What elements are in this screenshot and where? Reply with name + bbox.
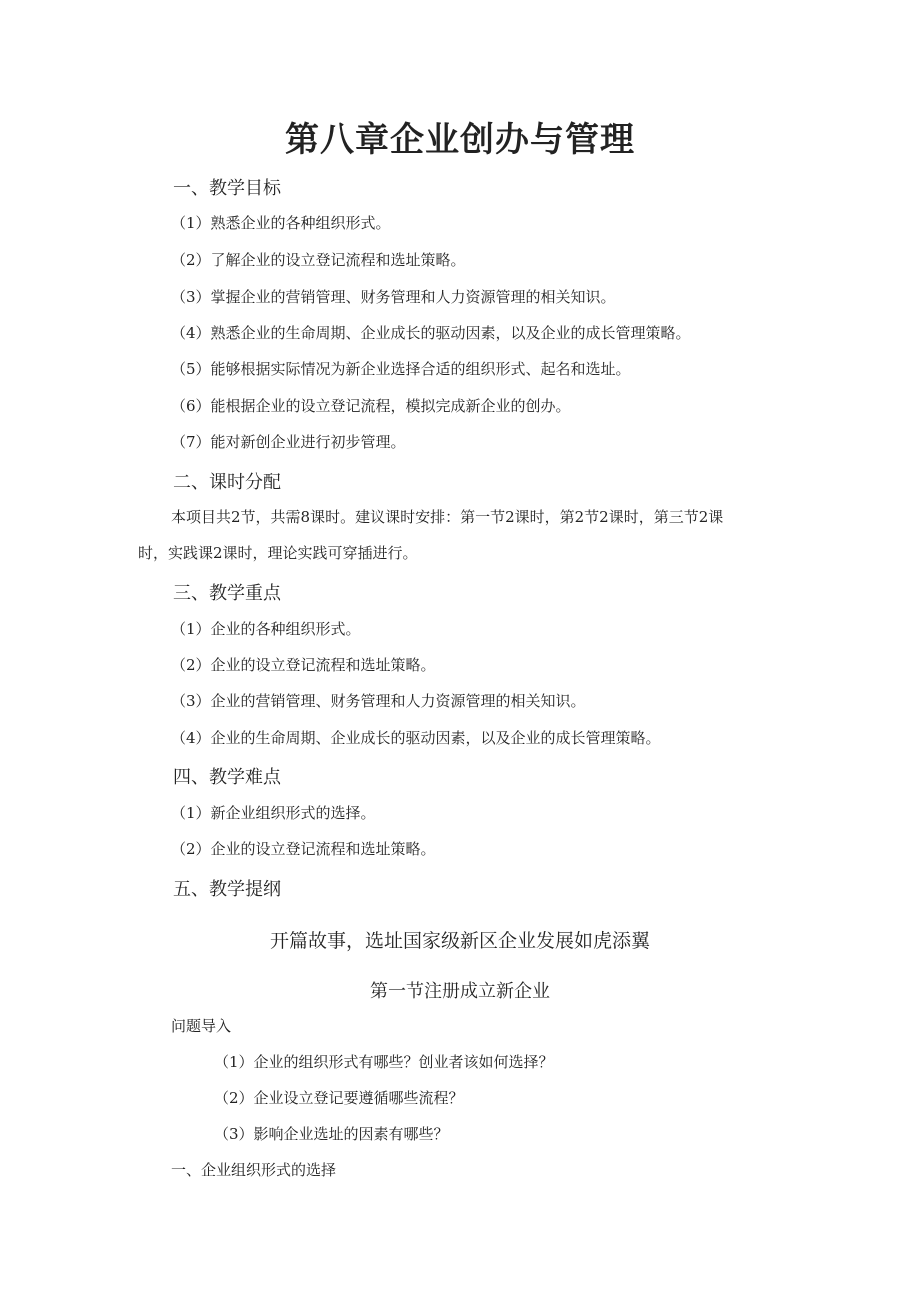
difficulty-item: （1）新企业组织形式的选择。 xyxy=(171,804,376,822)
intro-question: （2）企业设立登记要遵循哪些流程？ xyxy=(214,1089,464,1107)
hours-paragraph-line: 时，实践课2课时，理论实践可穿插进行。 xyxy=(138,544,418,562)
objective-item: （7）能对新创企业进行初步管理。 xyxy=(171,433,406,451)
section-heading-objectives: 一、教学目标 xyxy=(173,178,281,199)
objective-item: （1）熟悉企业的各种组织形式。 xyxy=(171,214,391,232)
section-heading-key-points: 三、教学重点 xyxy=(173,583,281,604)
objective-item: （4）熟悉企业的生命周期、企业成长的驱动因素，以及企业的成长管理策略。 xyxy=(171,324,691,342)
key-point-item: （2）企业的设立登记流程和选址策略。 xyxy=(171,656,436,674)
section-heading-hours: 二、课时分配 xyxy=(173,472,281,493)
key-point-item: （4）企业的生命周期、企业成长的驱动因素，以及企业的成长管理策略。 xyxy=(171,729,661,747)
objective-item: （6）能根据企业的设立登记流程，模拟完成新企业的创办。 xyxy=(171,397,571,415)
story-title: 开篇故事，选址国家级新区企业发展如虎添翼 xyxy=(269,930,650,952)
key-point-item: （3）企业的营销管理、财务管理和人力资源管理的相关知识。 xyxy=(171,692,586,710)
key-point-item: （1）企业的各种组织形式。 xyxy=(171,620,361,638)
objective-item: （2）了解企业的设立登记流程和选址策略。 xyxy=(171,251,466,269)
objective-item: （5）能够根据实际情况为新企业选择合适的组织形式、起名和选址。 xyxy=(171,360,631,378)
intro-label: 问题导入 xyxy=(171,1017,232,1035)
page-title: 第八章企业创办与管理 xyxy=(285,120,635,160)
section-heading-difficulties: 四、教学难点 xyxy=(173,767,281,788)
difficulty-item: （2）企业的设立登记流程和选址策略。 xyxy=(171,840,436,858)
objective-item: （3）掌握企业的营销管理、财务管理和人力资源管理的相关知识。 xyxy=(171,288,616,306)
intro-question: （1）企业的组织形式有哪些？创业者该如何选择？ xyxy=(214,1053,554,1071)
intro-question: （3）影响企业选址的因素有哪些？ xyxy=(214,1125,449,1143)
hours-paragraph-line: 本项目共2节，共需8课时。建议课时安排：第一节2课时，第2节2课时，第三节2课 xyxy=(171,508,724,526)
lesson-title: 第一节注册成立新企业 xyxy=(370,981,550,1002)
subsection-heading: 一、企业组织形式的选择 xyxy=(171,1161,337,1179)
section-heading-outline: 五、教学提纲 xyxy=(173,879,281,900)
